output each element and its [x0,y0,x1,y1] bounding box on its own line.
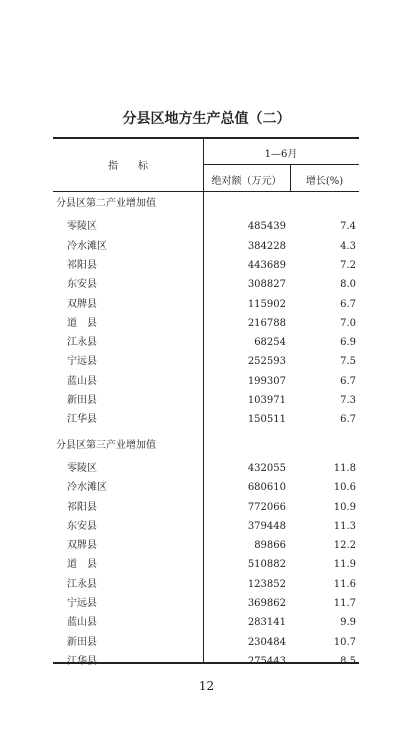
row-absolute-value: 103971 [247,395,286,406]
row-county-name: 冷水滩区 [67,482,107,494]
row-county-name: 双牌县 [67,540,97,552]
table-title: 分县区地方生产总值（二） [122,111,291,127]
row-county-name: 东安县 [67,279,97,291]
row-county-name: 新田县 [67,395,97,406]
row-growth-value: 6.9 [340,337,356,349]
row-county-name: 道 县 [67,559,97,571]
row-county-name: 零陵区 [67,221,97,233]
row-growth-value: 11.7 [333,598,356,609]
growth-header: 增长(%) [305,176,344,187]
indicator-header: 指 标 [108,161,148,172]
row-county-name: 冷水滩区 [67,240,107,252]
row-county-name: 零陵区 [67,462,97,474]
row-growth-value: 11.3 [333,520,356,532]
row-county-name: 祁阳县 [67,259,97,271]
row-absolute-value: 230484 [247,636,286,648]
row-absolute-value: 199307 [247,375,286,387]
row-county-name: 江永县 [67,337,97,349]
absolute-amount-header: 绝对额（万元） [211,176,282,187]
header-period-rule [203,164,359,165]
row-county-name: 双牌县 [67,298,97,310]
section-label: 分县区第三产业增加值 [56,439,156,451]
page-number: 12 [198,679,215,693]
row-county-name: 蓝山县 [67,375,97,387]
table-bottom-rule [53,662,359,664]
row-growth-value: 7.2 [340,259,356,271]
row-absolute-value: 283141 [247,617,286,629]
row-absolute-value: 379448 [247,520,286,532]
row-absolute-value: 772066 [247,501,286,513]
row-county-name: 江永县 [67,578,97,590]
period-header: 1—6月 [264,149,298,160]
row-absolute-value: 680610 [247,482,286,494]
row-growth-value: 6.7 [340,414,356,426]
row-absolute-value: 485439 [247,221,286,233]
row-county-name: 道 县 [67,317,97,329]
row-county-name: 江华县 [67,414,97,426]
row-growth-value: 4.3 [340,240,356,252]
row-absolute-value: 443689 [247,259,286,271]
row-growth-value: 11.8 [333,462,356,474]
row-growth-value: 11.6 [333,578,356,590]
row-absolute-value: 89866 [254,540,286,552]
row-growth-value: 7.3 [340,395,356,406]
row-growth-value: 7.0 [340,317,356,329]
data-table [53,137,359,665]
row-growth-value: 8.0 [340,279,356,291]
row-absolute-value: 432055 [247,462,286,474]
row-growth-value: 12.2 [333,540,356,552]
row-growth-value: 10.9 [333,501,356,513]
row-county-name: 蓝山县 [67,617,97,629]
row-growth-value: 11.9 [333,559,356,571]
row-absolute-value: 150511 [247,414,286,426]
row-growth-value: 7.4 [340,221,356,233]
row-county-name: 新田县 [67,636,97,648]
header-bottom-rule [53,191,359,192]
row-county-name: 东安县 [67,520,97,532]
row-absolute-value: 68254 [254,337,286,349]
row-absolute-value: 369862 [247,598,286,609]
row-county-name: 祁阳县 [67,501,97,513]
row-growth-value: 6.7 [340,298,356,310]
row-absolute-value: 216788 [247,317,286,329]
row-county-name: 宁远县 [67,356,97,368]
table-top-rule [53,137,359,139]
row-growth-value: 10.6 [333,482,356,494]
row-absolute-value: 510882 [247,559,286,571]
row-absolute-value: 384228 [247,240,286,252]
row-absolute-value: 308827 [247,279,286,291]
row-county-name: 宁远县 [67,598,97,609]
row-growth-value: 7.5 [340,356,356,368]
row-absolute-value: 115902 [247,298,286,310]
row-growth-value: 6.7 [340,375,356,387]
row-absolute-value: 252593 [247,356,286,368]
row-growth-value: 10.7 [333,636,356,648]
section-label: 分县区第二产业增加值 [56,198,156,209]
row-growth-value: 9.9 [340,617,356,629]
row-absolute-value: 123852 [247,578,286,590]
